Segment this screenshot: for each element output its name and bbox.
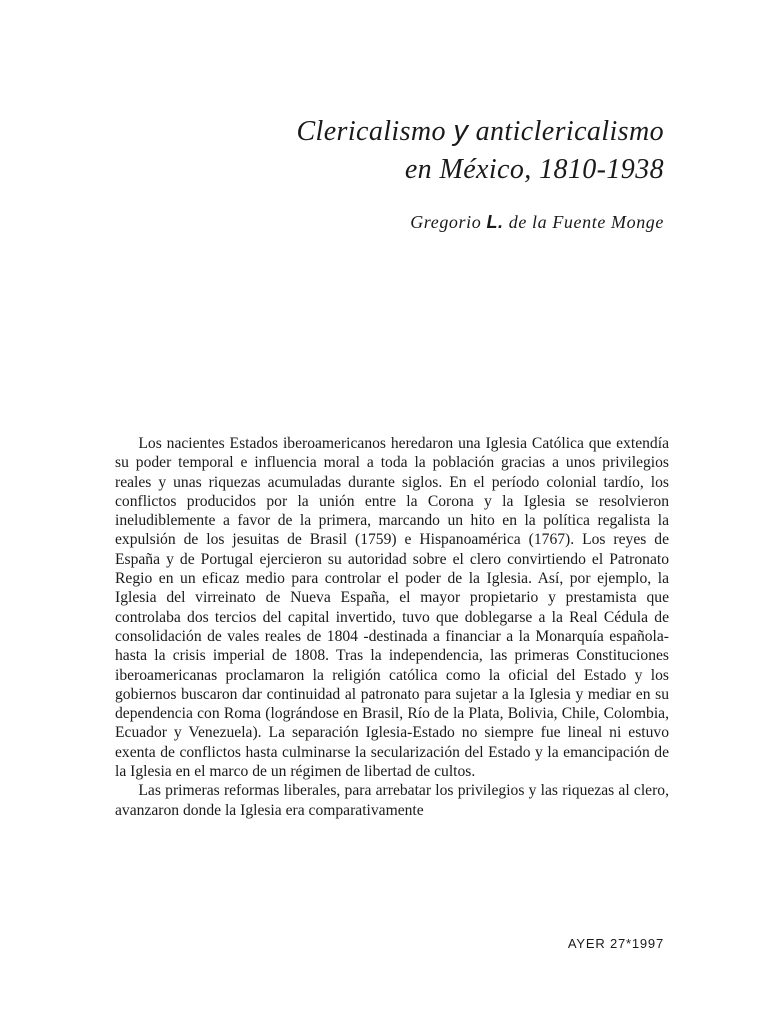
author-first-name: Gregorio (410, 212, 482, 232)
author-last-name: de la Fuente Monge (508, 212, 664, 232)
title-conjunction: y (453, 115, 469, 147)
title-part-1: Clericalismo (296, 116, 446, 147)
journal-footer: AYER 27*1997 (567, 936, 664, 951)
title-line-2: en México, 1810-1938 (404, 154, 664, 185)
article-body (115, 434, 669, 820)
title-part-2: anticlericalismo (475, 116, 664, 147)
body-paragraph-2: Las primeras reformas liberales, para arrebatar los privilegios y las riquezas al clero, avanzaron donde la Iglesia era comparativamente (115, 782, 669, 819)
article-author (410, 212, 664, 233)
author-initial: L. (486, 212, 504, 232)
body-paragraph-1: Los nacientes Estados iberoamericanos heredaron una Iglesia Católica que extendía su poder temporal e influencia moral a toda la población gracias a unos privilegios reales y unas riquezas acumuladas durante siglos. En el período colonial tardío, los conflictos producidos por la unión entre la Corona y la Iglesia se resolvieron ineludiblemente a favor de la primera, marcando un hito en la política regalista la expulsión de los jesuitas de Brasil (1759) e Hispanoamérica (1767). Los reyes de España y de Portugal ejercieron su autoridad sobre el clero convirtiendo el Patronato Regio en un eficaz medio para controlar el poder de la Iglesia. Así, por ejemplo, la Iglesia del virreinato de Nueva España, el mayor propietario y prestamista que controlaba dos tercios del capital invertido, tuvo que doblegarse a la Real Cédula de consolidación de vales reales de 1804 -destinada a financiar a la Monarquía española- hasta la crisis imperial de 1808. Tras la independencia, las primeras Constituciones iberoamericanas proclamaron la religión católica como la oficial del Estado y los gobiernos buscaron dar continuidad al patronato para sujetar a la Iglesia y mediar en su dependencia con Roma (lográndose en Brasil, Río de la Plata, Bolivia, Chile, Colombia, Ecuador y Venezuela). La separación Iglesia-Estado no siempre fue lineal ni estuvo exenta de conflictos hasta culminarse la secularización del Estado y la emancipación de la Iglesia en el marco de un régimen de libertad de cultos. (115, 435, 669, 781)
title-line-1 (296, 112, 664, 151)
article-title (296, 112, 664, 189)
